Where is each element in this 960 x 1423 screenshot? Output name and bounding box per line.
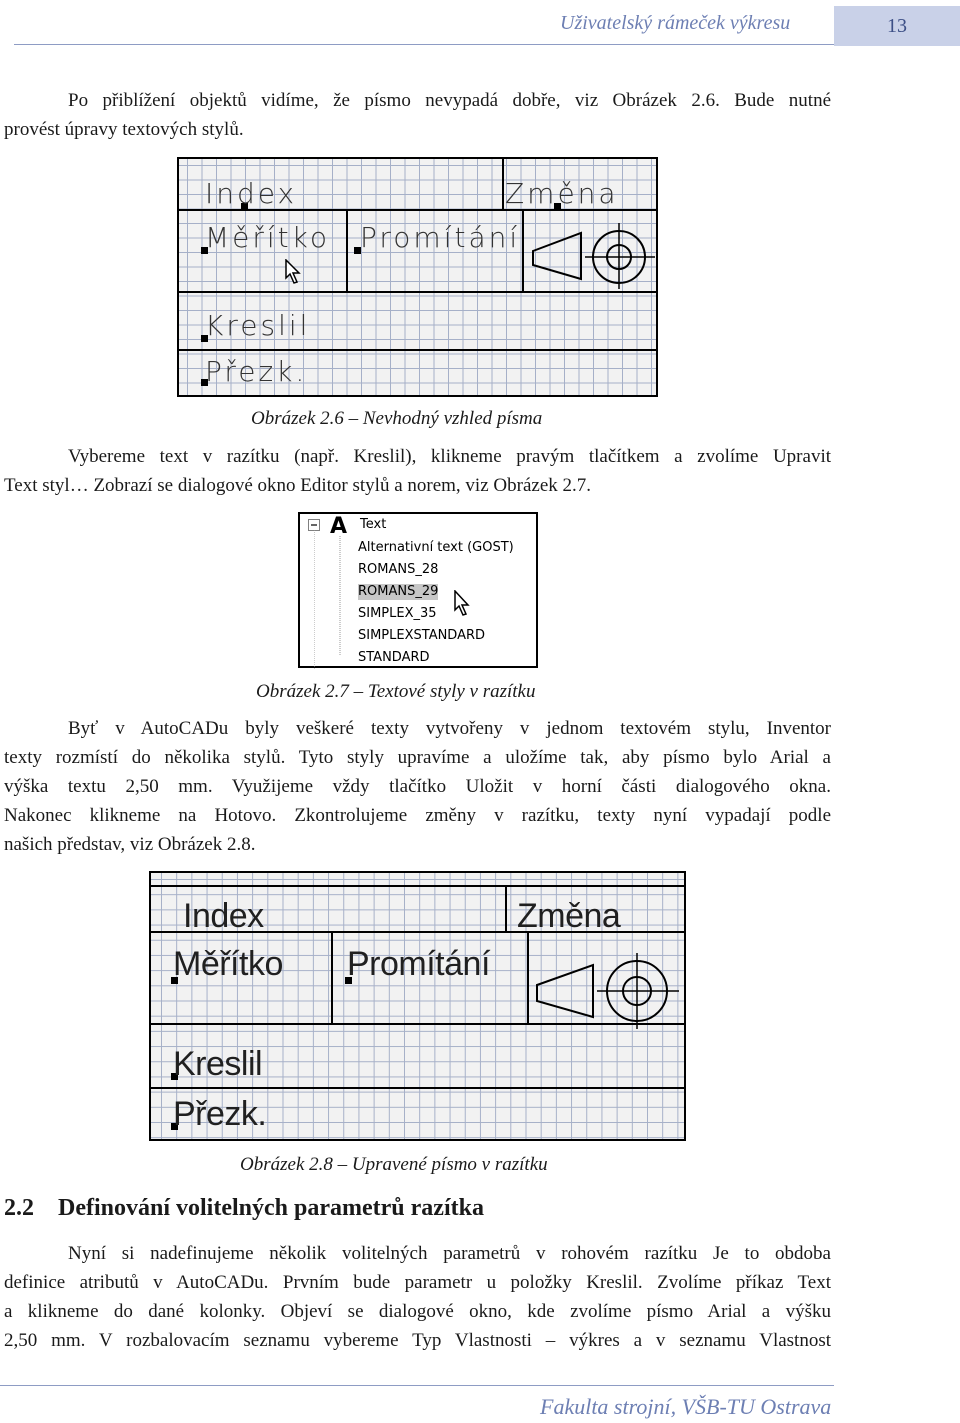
paragraph-line: a klikneme do dané kolonky. Objeví se dialogové okno, kde zvolíme písmo Arial a výšku: [4, 1301, 831, 1322]
text-style-a-icon: A: [330, 514, 348, 539]
label-kreslil: Kreslil: [205, 309, 311, 342]
section-heading: [4, 1195, 484, 1222]
label-promitani: Promítání: [347, 945, 490, 983]
section-title: Definování volitelných parametrů razítka: [58, 1195, 484, 1221]
running-header-title: Uživatelský rámeček výkresu: [560, 12, 791, 34]
paragraph-line: Nakonec klikneme na Hotovo. Zkontrolujeme změny v razítku, texty nyní vypadají podle: [4, 805, 831, 826]
paragraph-line: Po přiblížení objektů vidíme, že písmo nevypadá dobře, viz Obrázek 2.6. Bude nutné: [68, 90, 831, 111]
footer-rule: [0, 1385, 834, 1386]
paragraph-line: Byť v AutoCADu byly veškeré texty vytvořeny v jednom textovém stylu, Inventor: [68, 718, 831, 739]
paragraph-line: definice atributů v AutoCADu. Prvním bude parametr u položky Kreslil. Zvolíme příkaz Text: [4, 1272, 831, 1293]
table-line: [505, 885, 507, 931]
table-line: [502, 159, 504, 209]
paragraph-line: 2,50 mm. V rozbalovacím seznamu vybereme Typ Vlastnosti – výkres a v seznamu Vlastnost: [4, 1330, 831, 1351]
paragraph-line: provést úpravy textových stylů.: [4, 119, 244, 140]
figure-2-8-caption: Obrázek 2.8 – Upravené písmo v razítku: [240, 1154, 548, 1175]
label-zmena: Změna: [517, 897, 621, 935]
label-promitani: Promítání: [360, 221, 521, 254]
mouse-cursor-icon: [454, 590, 472, 618]
tree-item[interactable]: SIMPLEX_35: [358, 606, 437, 621]
tree-item[interactable]: ROMANS_28: [358, 562, 439, 577]
tree-item-selected[interactable]: ROMANS_29: [358, 584, 439, 599]
table-line: [151, 885, 684, 887]
label-kreslil: Kreslil: [173, 1045, 263, 1083]
tree-connector-lines: [314, 530, 358, 670]
paragraph-line: texty rozmístí do několika stylů. Tyto styly upravíme a uložíme tak, aby písmo bylo Arial a: [4, 747, 831, 768]
table-line: [522, 209, 524, 291]
table-line: [346, 209, 348, 291]
paragraph-2: [4, 442, 831, 500]
paragraph-line: Vybereme text v razítku (např. Kreslil), klikneme pravým tlačítkem a zvolíme Upravit: [68, 446, 831, 467]
label-prezk: Přezk.: [173, 1095, 267, 1133]
section-number: 2.2: [4, 1195, 34, 1221]
label-zmena: Změna: [505, 177, 619, 210]
tree-item[interactable]: Alternativní text (GOST): [358, 540, 514, 555]
paragraph-3: [4, 714, 831, 859]
tree-root-text[interactable]: Text: [360, 517, 387, 532]
table-line: [179, 291, 656, 293]
paragraph-line: našich představ, viz Obrázek 2.8.: [4, 834, 256, 855]
label-meritko: Měřítko: [205, 221, 331, 254]
projection-symbol-icon: [527, 219, 657, 289]
table-line: [331, 931, 333, 1023]
paragraph-line: výška textu 2,50 mm. Využijeme vždy tlačítko Uložit v horní části dialogového okna.: [4, 776, 831, 797]
figure-2-6-caption: Obrázek 2.6 – Nevhodný vzhled písma: [251, 408, 543, 429]
table-line: [179, 349, 656, 351]
footer-text: Fakulta strojní, VŠB-TU Ostrava: [540, 1394, 832, 1419]
label-index: Index: [183, 897, 264, 935]
label-prezk: Přezk.: [205, 355, 308, 388]
figure-2-8-title-block: [149, 871, 686, 1141]
projection-symbol-icon: [531, 949, 681, 1029]
paragraph-1: [4, 86, 831, 144]
label-meritko: Měřítko: [173, 945, 283, 983]
paragraph-4: [4, 1239, 831, 1355]
tree-item[interactable]: STANDARD: [358, 650, 430, 665]
mouse-cursor-icon: [285, 259, 303, 285]
page-number: 13: [834, 6, 960, 46]
paragraph-line: Nyní si nadefinujeme několik volitelných parametrů v rohovém razítku Je to obdoba: [68, 1243, 831, 1264]
figure-2-7-caption: Obrázek 2.7 – Textové styly v razítku: [256, 681, 536, 702]
figure-2-6-title-block: [177, 157, 658, 397]
label-index: Index: [205, 177, 298, 210]
tree-item[interactable]: SIMPLEXSTANDARD: [358, 628, 486, 643]
text-styles-tree: [298, 512, 538, 668]
paragraph-line: Text styl… Zobrazí se dialogové okno Editor stylů a norem, viz Obrázek 2.7.: [4, 475, 591, 496]
header-rule: [14, 44, 834, 45]
table-line: [151, 1087, 684, 1089]
table-line: [527, 931, 529, 1023]
